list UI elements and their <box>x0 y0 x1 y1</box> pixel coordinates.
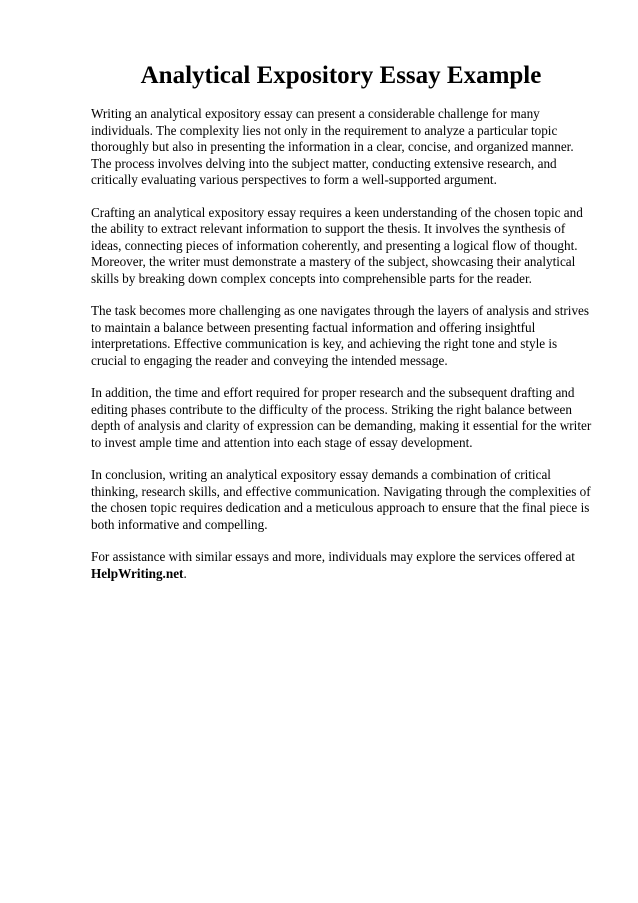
brand-name: HelpWriting.net <box>91 565 184 581</box>
closing-suffix: . <box>183 565 187 581</box>
paragraph-4: In addition, the time and effort required for proper research and the subsequent drafting and editing phases contribute to the difficulty of the process. Striking the right balance between depth of analysis and clarity of expression can be demanding, making it essential for the writer to invest ample time and attention into each stage of essay development. <box>91 385 592 450</box>
paragraph-2: Crafting an analytical expository essay requires a keen understanding of the chosen topic and the ability to extract relevant information to support the thesis. It involves the synthesis of ideas, connecting pieces of information coherently, and presenting a logical flow of thought. Moreover, the writer must demonstrate a mastery of the subject, showcasing their analytical skills by breaking down complex concepts into comprehensible parts for the reader. <box>91 204 583 286</box>
paragraph-1: Writing an analytical expository essay can present a considerable challenge for many individuals. The complexity lies not only in the requirement to analyze a particular topic thoroughly but also in presenting the information in a clear, concise, and organized manner. The process involves delving into the subject matter, conducting extensive research, and critically evaluating various perspectives to form a well-supported argument. <box>91 106 574 187</box>
page-title: Analytical Expository Essay Example <box>140 62 542 89</box>
paragraph-3: The task becomes more challenging as one navigates through the layers of analysis and strives to maintain a balance between presenting factual information and offering insightful interpretations. Effective communication is key, and achieving the right tone and style is crucial to engaging the reader and conveying the intended message. <box>91 303 590 368</box>
closing-text: For assistance with similar essays and more, individuals may explore the services offered at <box>91 549 575 564</box>
closing-paragraph <box>91 549 594 582</box>
paragraph-5: In conclusion, writing an analytical expository essay demands a combination of critical thinking, research skills, and effective communication. Navigating through the complexities of the chosen topic requires dedication and a meticulous approach to ensure that the final piece is both informative and compelling. <box>91 467 591 532</box>
